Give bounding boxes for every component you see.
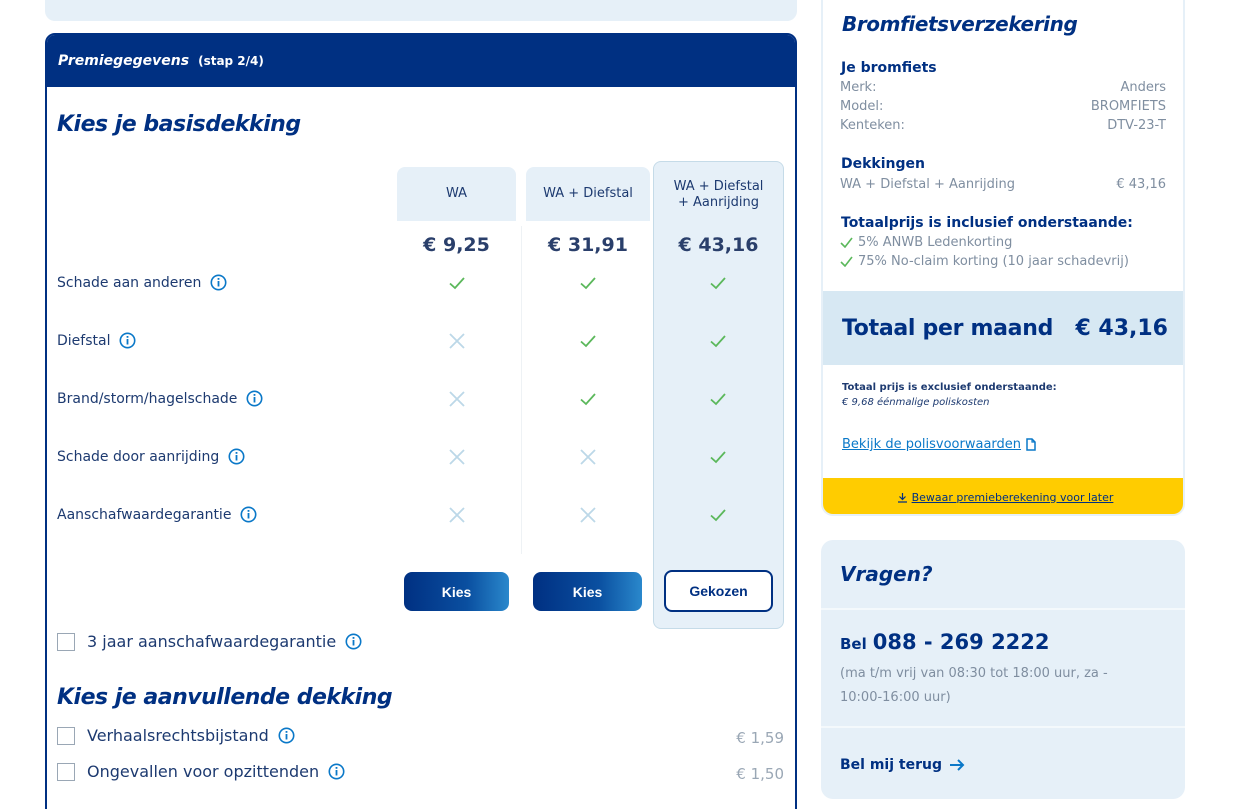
form-header-step: (stap 2/4): [198, 54, 264, 68]
callback-label: Bel mij terug: [840, 757, 942, 773]
check-icon: [709, 274, 727, 292]
basis-title: Kies je basisdekking: [57, 112, 301, 137]
addon-price: € 1,50: [736, 765, 784, 783]
coverage-row-label: [57, 274, 227, 291]
check-icon: [840, 256, 853, 267]
check-icon: [709, 448, 727, 466]
column-divider: [521, 226, 522, 554]
info-icon[interactable]: [210, 274, 227, 291]
kies-wa-diefstal-button[interactable]: Kies: [533, 572, 642, 611]
vehicle-heading: Je bromfiets: [841, 60, 937, 76]
kv-value: DTV-23-T: [1107, 118, 1166, 133]
checkbox[interactable]: [57, 633, 75, 651]
save-link-label: Bewaar premieberekening voor later: [911, 490, 1114, 504]
policy-link-label: Bekijk de polisvoorwaarden: [842, 437, 1022, 452]
kv-key: Kenteken:: [840, 118, 905, 133]
kv-value: BROMFIETS: [1090, 99, 1166, 114]
excluded-item: € 9,68 éénmalige poliskosten: [842, 397, 990, 408]
info-icon[interactable]: [246, 390, 263, 407]
addon-ongevallen[interactable]: [57, 762, 345, 781]
check-icon: [579, 332, 597, 350]
addon-verhaalsrechtsbijstand[interactable]: [57, 726, 295, 745]
summary-title: Bromfietsverzekering: [842, 12, 1078, 36]
info-icon[interactable]: [345, 633, 362, 650]
addon-label: Ongevallen voor opzittenden: [87, 762, 320, 781]
column-header-wa: [397, 167, 516, 221]
coverage-price: € 43,16: [1116, 177, 1166, 192]
coverage-label: Schade door aanrijding: [57, 448, 220, 465]
column-header-label: WA + Diefstal: [543, 186, 633, 201]
coverage-row-label: [57, 332, 136, 349]
check-icon: [709, 506, 727, 524]
check-icon: [709, 390, 727, 408]
gekozen-button[interactable]: Gekozen: [664, 570, 773, 612]
questions-title: Vragen?: [840, 562, 933, 586]
included-item: [840, 254, 1129, 269]
check-icon: [579, 390, 597, 408]
addon-label: Verhaalsrechtsbijstand: [87, 726, 269, 745]
cross-icon: [448, 448, 466, 466]
option-label: 3 jaar aanschafwaardegarantie: [87, 632, 337, 651]
addon-price: € 1,59: [736, 729, 784, 747]
form-header: [47, 35, 795, 87]
callback-link[interactable]: [840, 757, 965, 773]
column-header-wa-diefstal-aanrijding: [653, 173, 784, 217]
total-band: [823, 291, 1185, 365]
vehicle-kenteken: [840, 118, 1166, 133]
coverage-label: Diefstal: [57, 332, 111, 349]
coverage-line: [840, 177, 1166, 192]
coverage-label: Aanschafwaardegarantie: [57, 506, 232, 523]
column-header-label: WA: [445, 186, 468, 201]
excluded-heading: Totaal prijs is exclusief onderstaande:: [842, 382, 1057, 393]
coverage-row-label: [57, 390, 263, 407]
document-icon: [1024, 438, 1037, 451]
column-header-label: WA + Diefstal: [673, 179, 764, 194]
opening-hours: (ma t/m vrij van 08:30 tot 18:00 uur, za - 10:00-16:00 uur): [840, 666, 1108, 705]
info-icon[interactable]: [278, 727, 295, 744]
separator: [821, 726, 1185, 728]
cross-icon: [448, 506, 466, 524]
phone-prefix: Bel: [840, 635, 867, 653]
total-label: Totaal per maand: [842, 315, 1054, 341]
price-wa-diefstal-aanrijding: € 43,16: [678, 234, 759, 256]
kv-key: Model:: [840, 99, 884, 114]
download-icon: [897, 492, 908, 503]
separator: [821, 608, 1185, 610]
coverage-label: Brand/storm/hagelschade: [57, 390, 238, 407]
checkbox[interactable]: [57, 727, 75, 745]
check-icon: [709, 332, 727, 350]
aanvullend-title: Kies je aanvullende dekking: [57, 685, 393, 710]
arrow-right-icon: [949, 758, 965, 772]
check-icon: [448, 274, 466, 292]
included-item: [840, 235, 1012, 250]
check-icon: [579, 274, 597, 292]
coverage-label: Schade aan anderen: [57, 274, 202, 291]
kv-key: Merk:: [840, 80, 877, 95]
kv-value: Anders: [1120, 80, 1166, 95]
column-header-wa-diefstal: [526, 167, 650, 221]
cross-icon: [448, 390, 466, 408]
form-header-title: Premiegegevens: [58, 53, 190, 69]
kies-wa-button[interactable]: Kies: [404, 572, 509, 611]
price-wa: € 9,25: [423, 234, 490, 256]
info-icon[interactable]: [119, 332, 136, 349]
included-heading: Totaalprijs is inclusief onderstaande:: [841, 215, 1133, 231]
policy-conditions-link[interactable]: [842, 437, 1037, 452]
save-calculation-link[interactable]: [823, 478, 1185, 516]
phone-number[interactable]: 088 - 269 2222: [872, 630, 1050, 654]
questions-card: [821, 540, 1185, 799]
total-value: € 43,16: [1075, 315, 1168, 341]
included-label: 5% ANWB Ledenkorting: [858, 235, 1013, 250]
coverage-row-label: [57, 506, 257, 523]
info-icon[interactable]: [328, 763, 345, 780]
cross-icon: [579, 448, 597, 466]
summary-card: [821, 0, 1185, 516]
cross-icon: [579, 506, 597, 524]
vehicle-model: [840, 99, 1166, 114]
check-icon: [840, 237, 853, 248]
info-icon[interactable]: [228, 448, 245, 465]
vehicle-merk: [840, 80, 1166, 95]
option-aanschafwaardegarantie[interactable]: [57, 632, 362, 651]
previous-step-card: [45, 0, 797, 21]
phone-line: [840, 630, 1050, 654]
checkbox[interactable]: [57, 763, 75, 781]
price-wa-diefstal: € 31,91: [548, 234, 628, 256]
included-label: 75% No-claim korting (10 jaar schadevrij): [858, 254, 1129, 269]
cross-icon: [448, 332, 466, 350]
info-icon[interactable]: [240, 506, 257, 523]
coverage-heading: Dekkingen: [841, 156, 925, 172]
column-header-label: + Aanrijding: [677, 195, 760, 210]
coverage-row-label: [57, 448, 245, 465]
coverage-name: WA + Diefstal + Aanrijding: [840, 177, 1016, 192]
